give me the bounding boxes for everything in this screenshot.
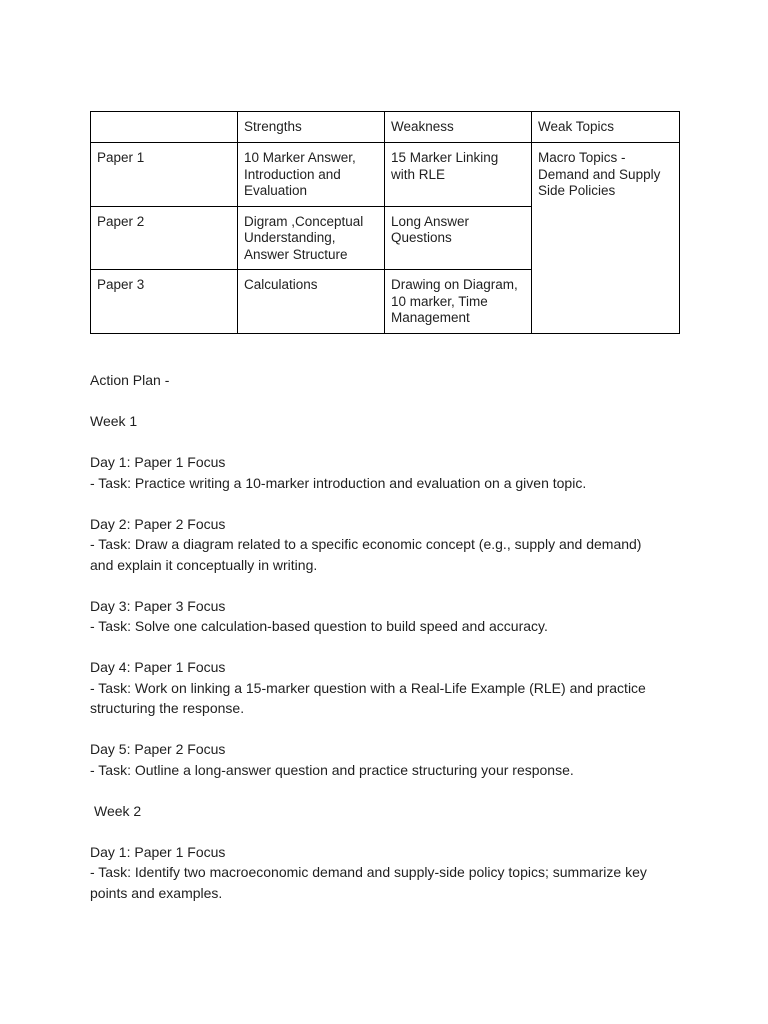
- task-line: structuring the response.: [90, 700, 245, 716]
- day-title: Day 2: Paper 2 Focus: [90, 515, 226, 532]
- table-cell: Long Answer Questions: [385, 206, 532, 270]
- table-cell: Paper 2: [91, 206, 238, 270]
- task-line: points and examples.: [90, 884, 223, 901]
- task-line: - Task: Draw a diagram related to a specific economic concept (e.g., supply and demand): [90, 536, 642, 552]
- table-header-row: [91, 112, 680, 143]
- day-title: Day 4: Paper 1 Focus: [90, 659, 226, 675]
- strengths-weakness-table: [90, 111, 680, 334]
- table-cell: Drawing on Diagram, 10 marker, Time Management: [385, 270, 532, 334]
- day-title: Day 1: Paper 1 Focus: [90, 454, 226, 470]
- task-line: - Task: Work on linking a 15-marker question with a Real-Life Example (RLE) and practice: [90, 679, 646, 696]
- day-title: Day 5: Paper 2 Focus: [90, 741, 226, 757]
- week-title: Week 1: [90, 413, 138, 429]
- action-plan: [90, 370, 690, 903]
- task-line: - Task: Identify two macroeconomic demand and supply-side policy topics; summarize key: [90, 864, 647, 880]
- table-cell-weak-topics: Macro Topics - Demand and Supply Side Policies: [532, 143, 680, 334]
- table-cell: Paper 3: [91, 270, 238, 334]
- week-title: Week 2: [94, 802, 142, 819]
- day-title: Day 3: Paper 3 Focus: [90, 597, 226, 614]
- day-title: Day 1: Paper 1 Focus: [90, 843, 226, 860]
- table-row: [91, 143, 680, 207]
- task-line: and explain it conceptually in writing.: [90, 556, 318, 573]
- task-line: - Task: Practice writing a 10-marker introduction and evaluation on a given topic.: [90, 474, 587, 491]
- action-plan-heading: Action Plan -: [90, 372, 170, 388]
- table-header-cell: Weakness: [385, 112, 532, 143]
- table-header-cell: [91, 112, 238, 143]
- table-header-cell: Weak Topics: [532, 112, 680, 143]
- task-line: - Task: Outline a long-answer question and practice structuring your response.: [90, 761, 574, 778]
- table-header-cell: Strengths: [238, 112, 385, 143]
- table-cell: 10 Marker Answer, Introduction and Evaluation: [238, 143, 385, 207]
- table-cell: Paper 1: [91, 143, 238, 207]
- table-cell: Calculations: [238, 270, 385, 334]
- table-cell: 15 Marker Linking with RLE: [385, 143, 532, 207]
- task-line: - Task: Solve one calculation-based question to build speed and accuracy.: [90, 618, 548, 634]
- table-cell: Digram ,Conceptual Understanding, Answer Structure: [238, 206, 385, 270]
